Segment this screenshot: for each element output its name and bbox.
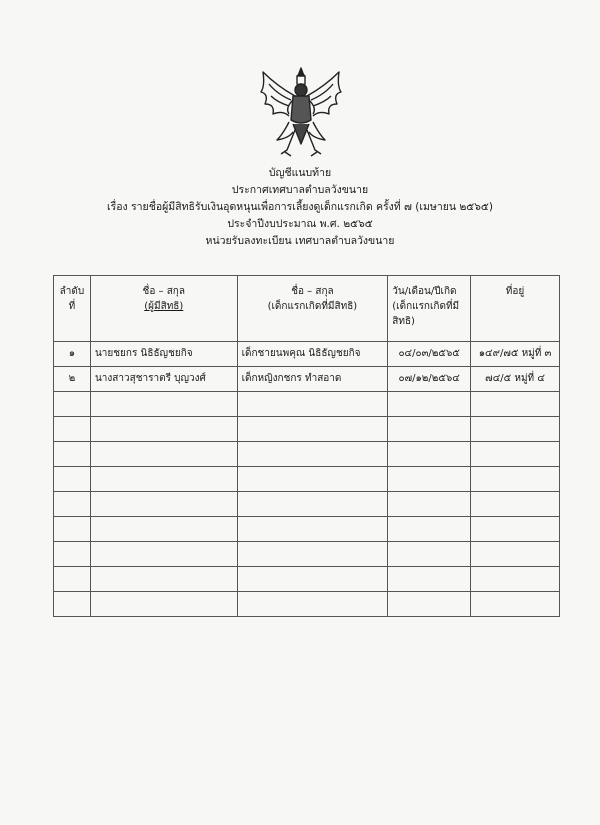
cell-address — [471, 517, 560, 542]
cell-no — [54, 517, 91, 542]
cell-no — [54, 492, 91, 517]
header-child-name: ชื่อ – สกุล (เด็กแรกเกิดที่มีสิทธิ) — [237, 276, 388, 342]
cell-no: ๑ — [54, 342, 91, 367]
subject-line: เรื่อง รายชื่อผู้มีสิทธิรับเงินอุดหนุนเพื่อการเลี้ยงดูเด็กแรกเกิด ครั้งที่ ๗ (เมษายน ๒๕๖๕) — [107, 201, 493, 213]
cell-no — [54, 592, 91, 617]
table-row — [54, 517, 560, 542]
table-row — [54, 567, 560, 592]
cell-address — [471, 392, 560, 417]
table-row — [54, 592, 560, 617]
cell-eligible-name — [90, 567, 237, 592]
cell-no — [54, 542, 91, 567]
cell-address — [471, 417, 560, 442]
cell-child-name: เด็กหญิงกชกร ทำสอาด — [237, 367, 388, 392]
cell-birth-date — [388, 567, 471, 592]
garuda-emblem-icon — [255, 64, 347, 160]
cell-address: ๑๔๙/๗๕ หมู่ที่ ๓ — [471, 342, 560, 367]
fiscal-year-line: ประจำปีงบประมาณ พ.ศ. ๒๕๖๕ — [227, 218, 373, 230]
cell-address — [471, 442, 560, 467]
cell-no: ๒ — [54, 367, 91, 392]
cell-address — [471, 592, 560, 617]
annex-title: บัญชีแนบท้าย — [268, 167, 332, 179]
cell-address: ๗๔/๕ หมู่ที่ ๔ — [471, 367, 560, 392]
cell-eligible-name: นายชยกร นิธิธัญชยกิจ — [90, 342, 237, 367]
cell-birth-date: ๐๗/๑๒/๒๕๖๔ — [388, 367, 471, 392]
cell-child-name — [237, 442, 388, 467]
table-row — [54, 392, 560, 417]
cell-eligible-name — [90, 517, 237, 542]
cell-birth-date — [388, 417, 471, 442]
cell-child-name — [237, 467, 388, 492]
cell-birth-date — [388, 492, 471, 517]
cell-child-name — [237, 492, 388, 517]
cell-no — [54, 417, 91, 442]
table-row — [54, 442, 560, 467]
cell-address — [471, 542, 560, 567]
cell-no — [54, 567, 91, 592]
cell-eligible-name — [90, 467, 237, 492]
eligible-recipients-table — [53, 275, 560, 617]
table-row — [54, 367, 560, 392]
cell-eligible-name — [90, 492, 237, 517]
cell-birth-date — [388, 592, 471, 617]
table-row — [54, 492, 560, 517]
cell-eligible-name — [90, 542, 237, 567]
cell-birth-date — [388, 542, 471, 567]
header-address: ที่อยู่ — [471, 276, 560, 342]
cell-child-name — [237, 592, 388, 617]
table-row — [54, 417, 560, 442]
registration-unit-line: หน่วยรับลงทะเบียน เทศบาลตำบลวังขนาย — [205, 235, 395, 247]
cell-eligible-name — [90, 417, 237, 442]
cell-birth-date — [388, 517, 471, 542]
cell-birth-date — [388, 467, 471, 492]
cell-child-name: เด็กชายนพคุณ นิธิธัญชยกิจ — [237, 342, 388, 367]
cell-child-name — [237, 542, 388, 567]
cell-no — [54, 442, 91, 467]
cell-child-name — [237, 567, 388, 592]
table-row — [54, 542, 560, 567]
cell-birth-date — [388, 442, 471, 467]
cell-eligible-name — [90, 442, 237, 467]
cell-eligible-name: นางสาวสุชาราตรี บุญวงศ์ — [90, 367, 237, 392]
cell-child-name — [237, 392, 388, 417]
cell-no — [54, 392, 91, 417]
cell-eligible-name — [90, 392, 237, 417]
cell-address — [471, 567, 560, 592]
announcement-title: ประกาศเทศบาลตำบลวังขนาย — [231, 184, 369, 196]
announcement-header — [0, 165, 600, 250]
cell-child-name — [237, 417, 388, 442]
header-eligible-name: ชื่อ – สกุล (ผู้มีสิทธิ) — [90, 276, 237, 342]
cell-birth-date: ๐๔/๐๓/๒๕๖๕ — [388, 342, 471, 367]
cell-address — [471, 492, 560, 517]
cell-no — [54, 467, 91, 492]
cell-birth-date — [388, 392, 471, 417]
header-no: ลำดับ ที่ — [54, 276, 91, 342]
table-row — [54, 342, 560, 367]
header-birth-date: วัน/เดือน/ปีเกิด (เด็กแรกเกิดที่มี สิทธิ) — [388, 276, 471, 342]
cell-child-name — [237, 517, 388, 542]
cell-address — [471, 467, 560, 492]
table-header-row — [54, 276, 560, 342]
table-row — [54, 467, 560, 492]
cell-eligible-name — [90, 592, 237, 617]
